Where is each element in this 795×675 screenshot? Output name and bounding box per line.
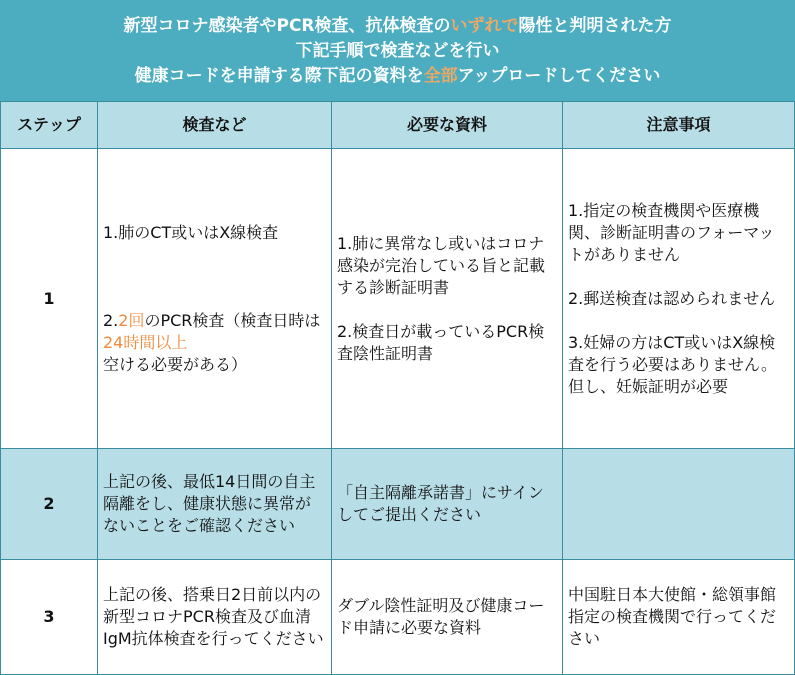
tests-cell: [98, 149, 332, 449]
notes-cell: 中国駐日本大使館・総領事館指定の検査機関で行ってください: [563, 560, 795, 675]
banner-line-1: 新型コロナ感染者やPCR検査、抗体検査のいずれで陽性と判明された方: [123, 16, 672, 36]
step-number: 1: [1, 149, 98, 449]
header-notes: 注意事項: [563, 102, 795, 149]
table-header-row: [1, 102, 795, 149]
banner-line-2: 下記手順で検査などを行い: [295, 41, 500, 61]
documents-cell: ダブル陰性証明及び健康コード申請に必要な資料: [332, 560, 563, 675]
note-item: 1.指定の検査機関や医療機関、診断証明書のフォーマットがありません: [568, 200, 775, 264]
tests-cell: 上記の後、搭乗日2日前以内の新型コロナPCR検査及び血清IgM抗体検査を行ってください: [98, 560, 332, 675]
notes-cell: [563, 149, 795, 449]
document-item: 2.検査日が載っているPCR検査陰性証明書: [337, 321, 545, 363]
banner-highlight-2: 全部: [423, 66, 458, 86]
highlight-count: 2回: [118, 310, 145, 330]
notes-cell: [563, 449, 795, 560]
note-item: 2.郵送検査は認められません: [568, 288, 776, 308]
highlight-interval: 24時間以上: [103, 332, 188, 352]
test-item: 1.肺のCT或いはX線検査: [103, 222, 279, 242]
header-documents: 必要な資料: [332, 102, 563, 149]
table-row: [1, 149, 795, 449]
documents-cell: 「自主隔離承諾書」にサインしてご提出ください: [332, 449, 563, 560]
step-number: 2: [1, 449, 98, 560]
header-tests: 検査など: [98, 102, 332, 149]
document-item: 1.肺に異常なし或いはコロナ感染が完治している旨と記載する診断証明書: [337, 233, 546, 297]
table-row: [1, 560, 795, 675]
test-item: 2.2回のPCR検査（検査日時は24時間以上空ける必要がある）: [103, 310, 321, 374]
documents-cell: [332, 149, 563, 449]
note-item: 3.妊婦の方はCT或いはX線検査を行う必要はありません。但し、妊娠証明が必要: [568, 332, 777, 396]
banner-highlight-1: いずれで: [450, 16, 519, 36]
banner-line-3: 健康コードを申請する際下記の資料を全部アップロードしてください: [134, 66, 661, 86]
notice-banner: [0, 0, 795, 101]
header-step: ステップ: [1, 102, 98, 149]
tests-cell: 上記の後、最低14日間の自主隔離をし、健康状態に異常がないことをご確認ください: [98, 449, 332, 560]
table-row: [1, 449, 795, 560]
step-number: 3: [1, 560, 98, 675]
steps-table: [0, 101, 795, 675]
